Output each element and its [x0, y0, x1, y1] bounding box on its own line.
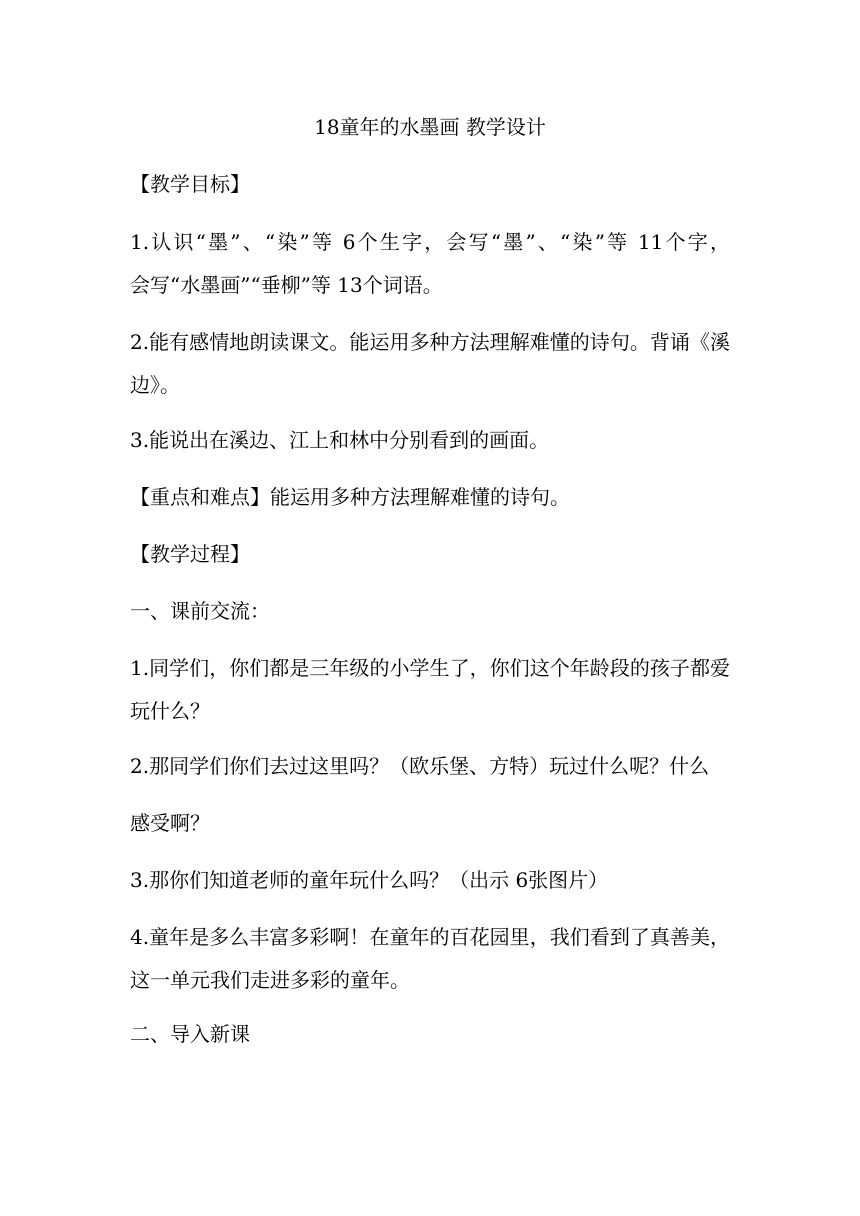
step-4: [130, 923, 730, 994]
goals-heading: [130, 170, 730, 198]
step-2-line-1: 2.那同学们你们去过这里吗？（欧乐堡、方特）玩过什么呢？什么: [130, 754, 710, 778]
goal-2-line-2: 边》。: [130, 373, 180, 397]
key-points-line-1: 【重点和难点】能运用多种方法理解难懂的诗句。: [130, 485, 570, 509]
step-1: [130, 654, 730, 725]
goal-2: [130, 328, 730, 399]
step-2-line-b: [130, 809, 730, 837]
section-2-heading-line-1: 二、导入新课: [130, 1022, 250, 1046]
step-2-line-a: [130, 752, 730, 780]
step-4-line-1: 4.童年是多么丰富多彩啊！在童年的百花园里，我们看到了真善美，: [130, 925, 730, 949]
process-heading-line-1: 【教学过程】: [130, 542, 250, 566]
goal-1: [130, 228, 730, 299]
goal-2-line-1: 2.能有感情地朗读课文。能运用多种方法理解难懂的诗句。背诵《溪: [130, 330, 730, 354]
goal-1-line-1: 1.认识“墨”、“染”等 6个生字，会写“墨”、“染”等 11个字，: [130, 230, 730, 254]
goal-3: [130, 426, 730, 454]
step-2-line-2: 感受啊？: [130, 811, 210, 835]
step-1-line-2: 玩什么？: [130, 699, 210, 723]
step-4-line-2: 这一单元我们走进多彩的童年。: [130, 968, 410, 992]
step-1-line-1: 1.同学们，你们都是三年级的小学生了，你们这个年龄段的孩子都爱: [130, 656, 730, 680]
step-3: [130, 866, 730, 894]
goal-1-line-2: 会写“水墨画”“垂柳”等 13个词语。: [130, 273, 443, 297]
step-3-line-1: 3.那你们知道老师的童年玩什么吗？（出示 6张图片）: [130, 868, 609, 892]
section-1-heading: [130, 597, 730, 625]
document-title: 18童年的水墨画 教学设计: [314, 115, 546, 139]
section-1-heading-line-1: 一、课前交流：: [130, 599, 270, 623]
section-2-heading: [130, 1020, 730, 1048]
key-points: [130, 483, 730, 511]
goals-heading-line-1: 【教学目标】: [130, 172, 250, 196]
process-heading: [130, 540, 730, 568]
goal-3-line-1: 3.能说出在溪边、江上和林中分别看到的画面。: [130, 428, 550, 452]
